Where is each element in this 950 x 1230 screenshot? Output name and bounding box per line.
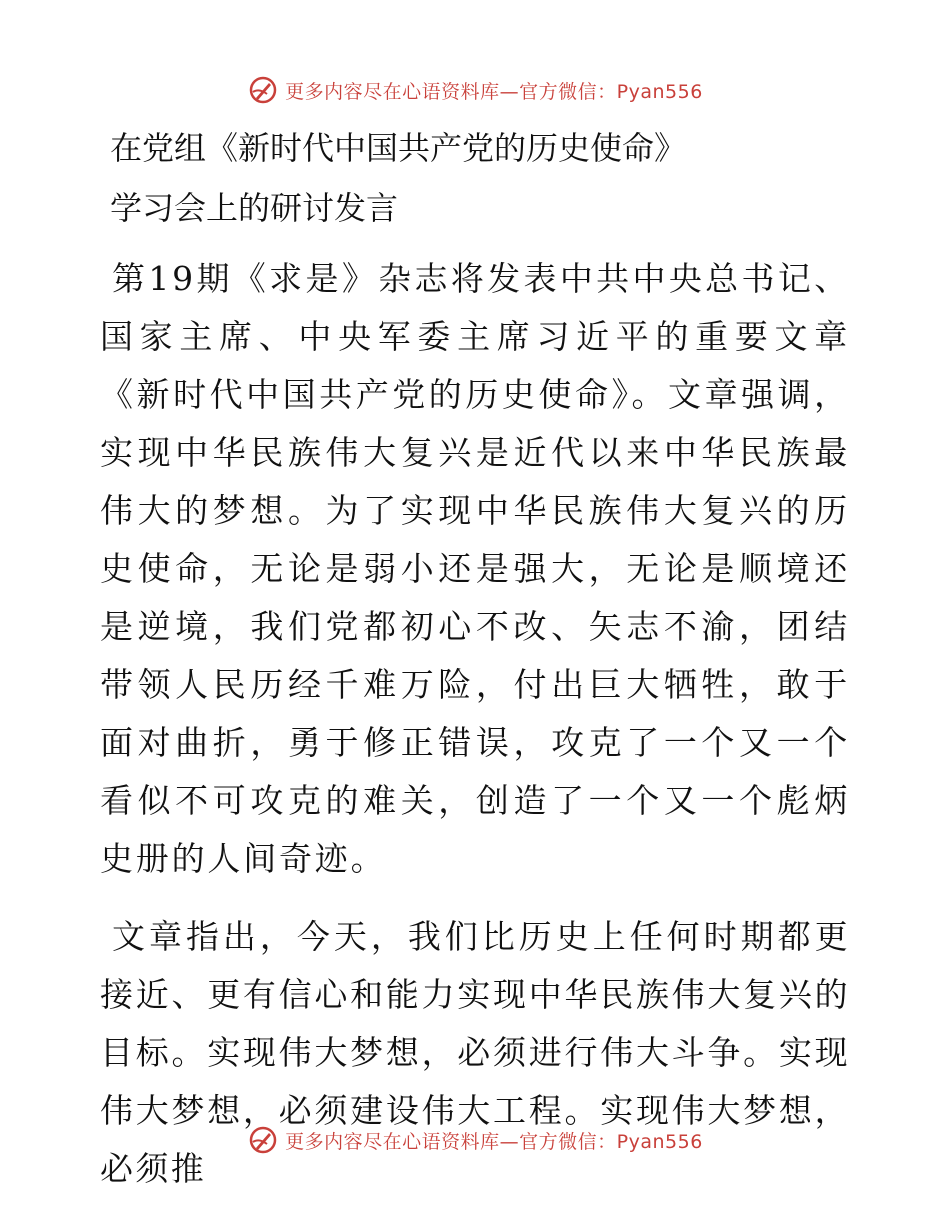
document-title-line-2: 学习会上的研讨发言 <box>110 189 399 227</box>
quill-logo-icon <box>247 1124 279 1156</box>
document-body <box>100 118 850 1198</box>
paragraph-2: 文章指出，今天，我们比历史上任何时期都更接近、更有信心和能力实现中华民族伟大复兴的目标。实现伟大梦想，必须进行伟大斗争。实现伟大梦想，必须建设伟大工程。实现伟大梦想，必须推 <box>100 917 850 1188</box>
quill-logo-icon <box>247 74 279 106</box>
watermark-text: 更多内容尽在心语资料库—官方微信：Pyan556 <box>285 1130 703 1153</box>
header-watermark <box>0 70 950 110</box>
document-title-line-1: 在党组《新时代中国共产党的历史使命》 <box>110 129 687 167</box>
paragraph-1: 第19期《求是》杂志将发表中共中央总书记、国家主席、中央军委主席习近平的重要文章《新时代中国共产党的历史使命》。文章强调，实现中华民族伟大复兴是近代以来中华民族最伟大的梦想。为了实现中华民族伟大复兴的历史使命，无论是弱小还是强大，无论是顺境还是逆境，我们党都初心不改、矢志不渝，团结带领人民历经千难万险，付出巨大牺牲，敢于面对曲折，勇于修正错误，攻克了一个又一个看似不可攻克的难关，创造了一个又一个彪炳史册的人间奇迹。 <box>100 259 850 878</box>
watermark-text: 更多内容尽在心语资料库—官方微信：Pyan556 <box>285 80 703 103</box>
footer-watermark <box>0 1120 950 1160</box>
